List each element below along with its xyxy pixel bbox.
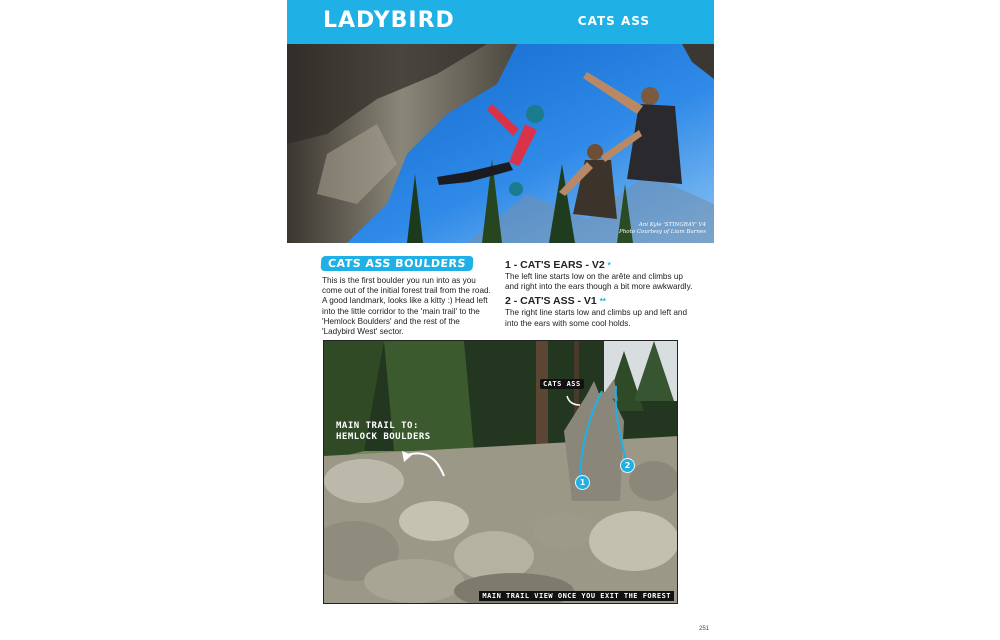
route-list xyxy=(505,259,695,332)
route-pin-1: 1 xyxy=(575,475,590,490)
photo-caption-bottom: MAIN TRAIL VIEW ONCE YOU EXIT THE FOREST xyxy=(479,591,674,601)
route-description: The left line starts low on the arête and climbs up and right into the ears though a bit more awkwardly. xyxy=(505,272,693,292)
sector-title: CATS ASS xyxy=(577,14,650,28)
star-rating: * xyxy=(607,261,611,270)
climbing-photo xyxy=(287,44,714,243)
route-title: 1 - CAT'S EARS - V2 * xyxy=(505,259,611,271)
route-title: 2 - CAT'S ASS - V1 ** xyxy=(505,295,606,308)
photo-caption xyxy=(619,222,706,236)
route-description: The right line starts low and climbs up and left and into the ears with some cool holds. xyxy=(505,308,688,328)
area-title: LADYBIRD xyxy=(323,8,455,33)
star-rating: ** xyxy=(599,297,606,307)
route-pin-2: 2 xyxy=(620,458,635,473)
boulder-label: CATS ASS xyxy=(540,379,584,389)
trail-label: MAIN TRAIL TO: HEMLOCK BOULDERS xyxy=(336,421,431,442)
caption-credit: Photo Courtesy of Liam Barnes xyxy=(619,229,706,235)
guidebook-page xyxy=(287,0,714,640)
section-intro: This is the first boulder you run into as you come out of the initial forest trail from the road. A good landmark, looks like a kitty :) Head left into the little corridor to the 'main trail' to the 'Hemlock Boulders' and the rest of the 'Ladybird West' sector. xyxy=(322,276,491,337)
caption-climber: Ani Kyle 'STINGRAY' V4 xyxy=(638,222,706,228)
topo-photo xyxy=(323,340,678,604)
section-title: CATS ASS BOULDERS xyxy=(320,256,473,271)
page-number: 251 xyxy=(699,626,710,632)
route-item xyxy=(505,259,695,292)
page-header xyxy=(287,0,714,44)
route-item xyxy=(505,295,695,328)
